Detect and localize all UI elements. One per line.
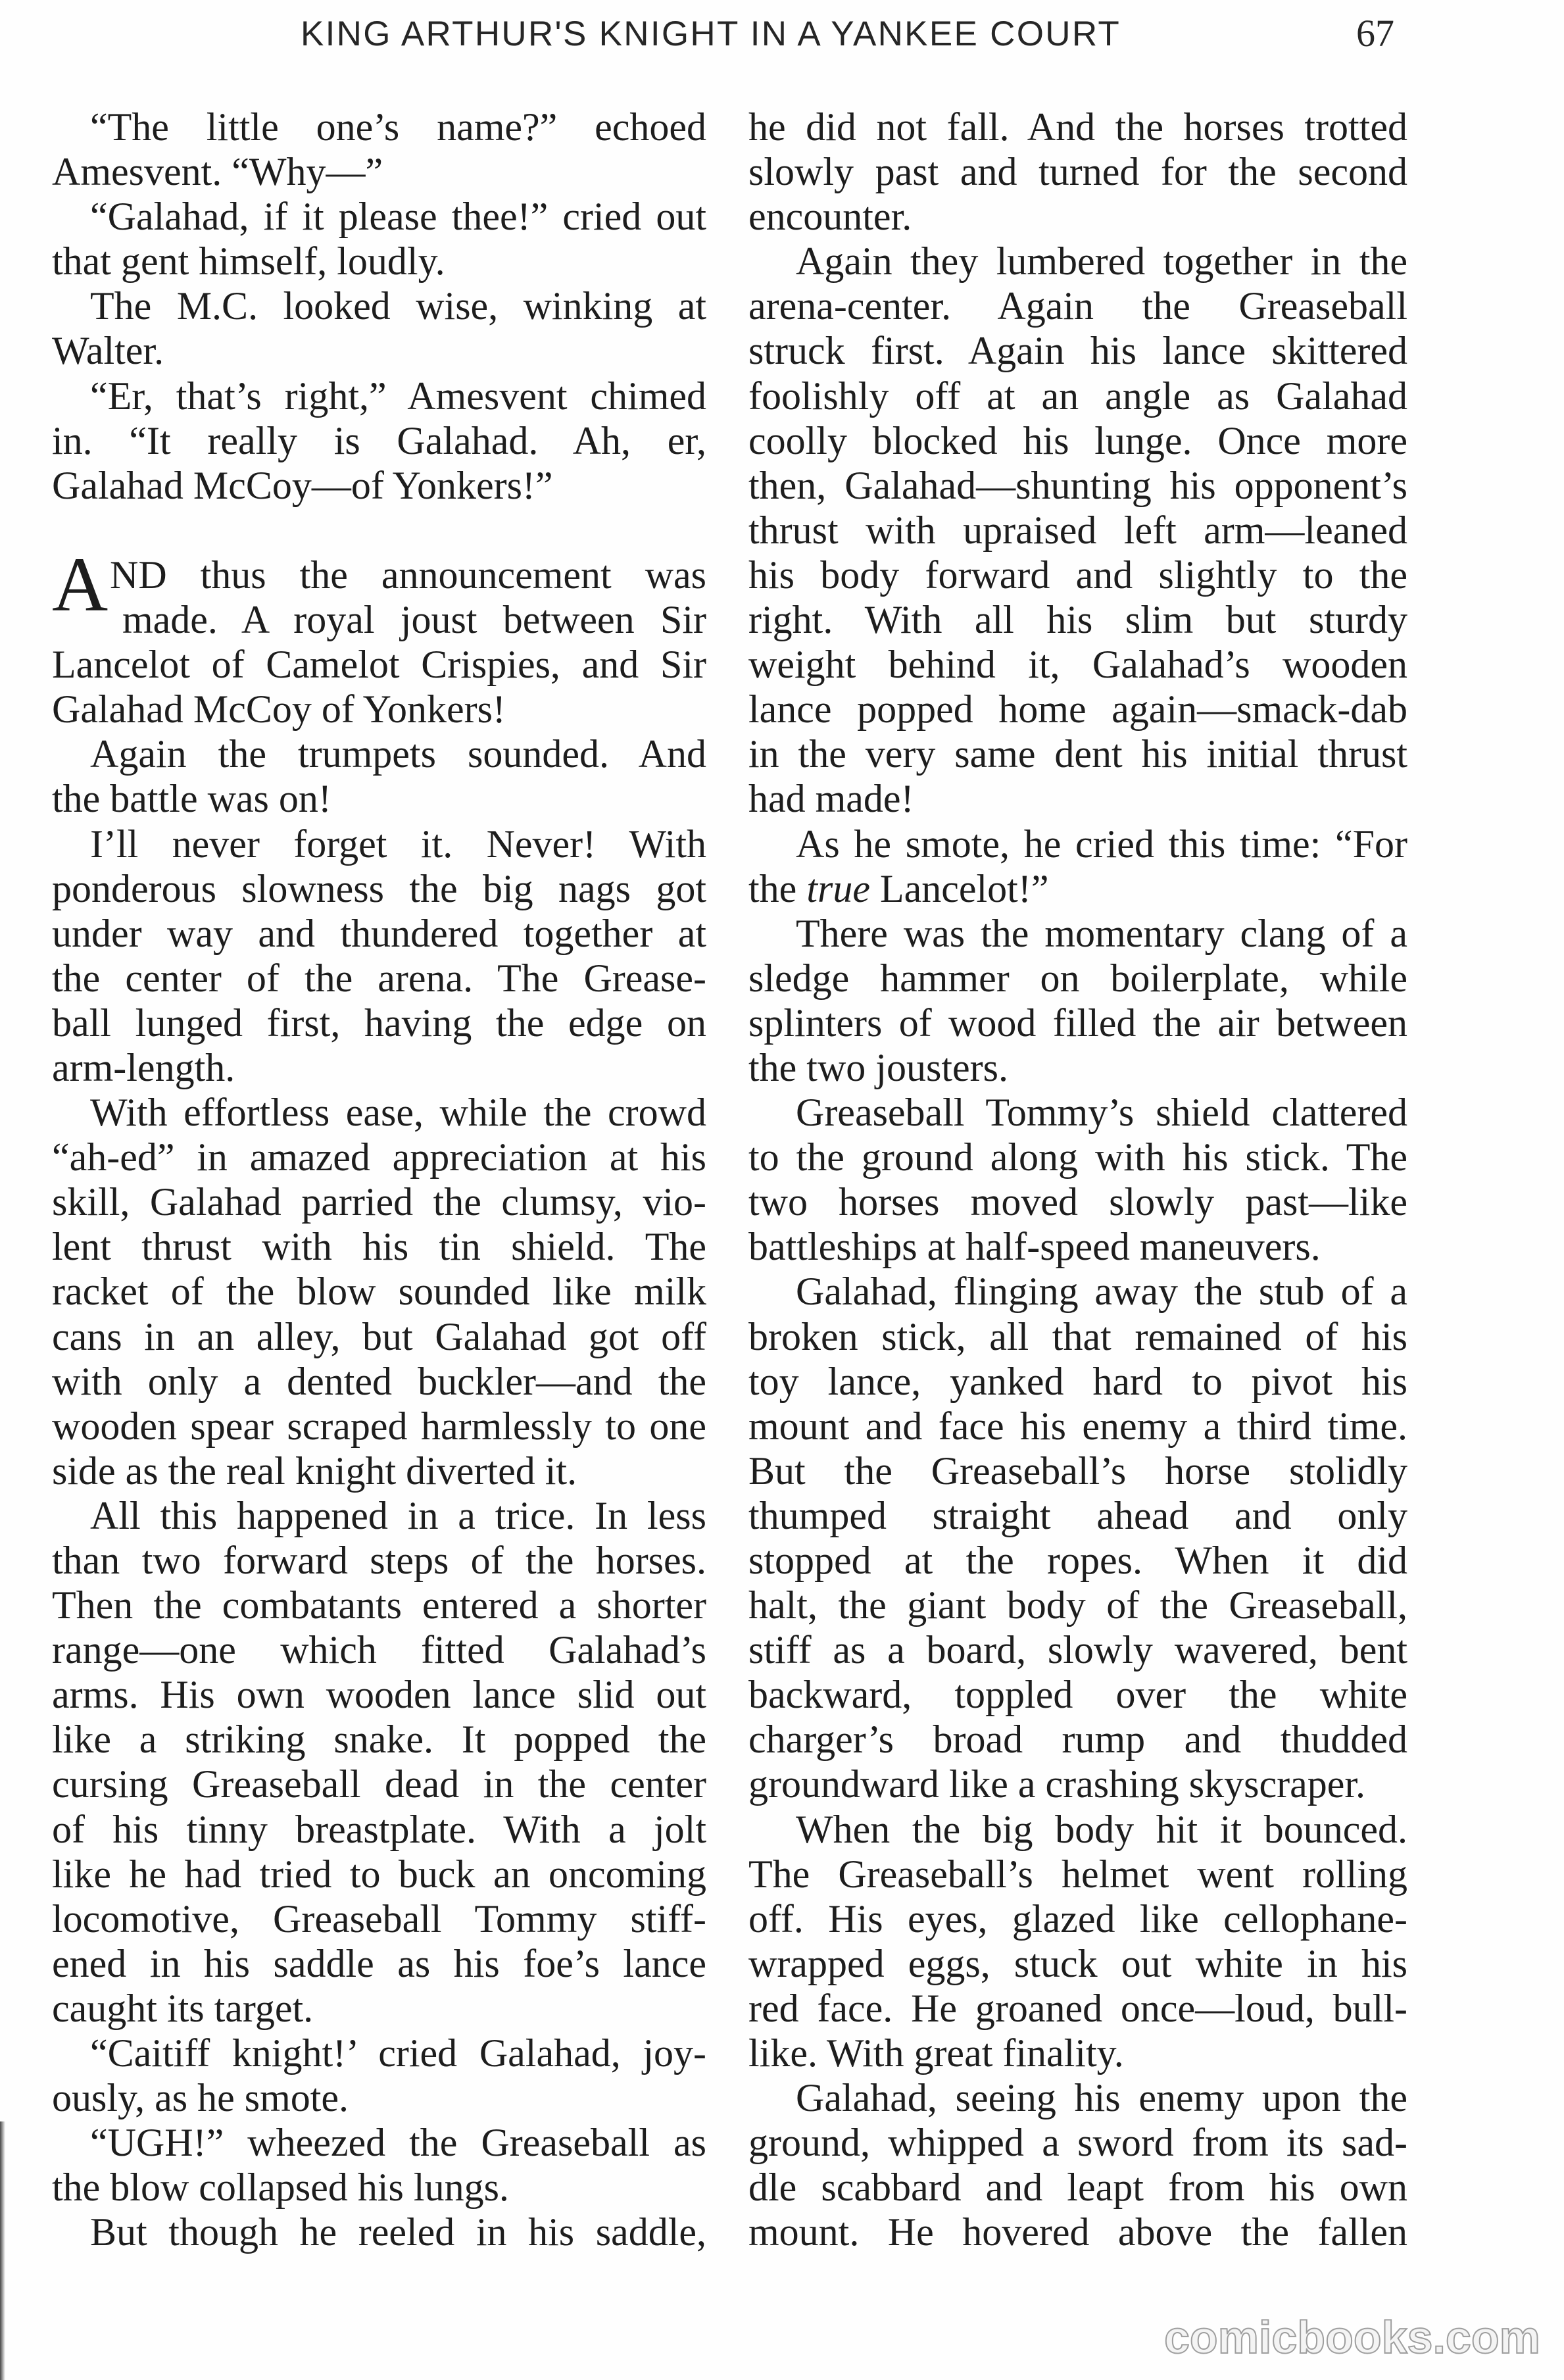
- text-line: When the big body hit it bounced.: [796, 1807, 1407, 1851]
- text-line: locomotive, Greaseball Tommy stiff-: [52, 1897, 706, 1941]
- text-line: ously, as he smote.: [52, 2076, 349, 2120]
- text-line: skill, Galahad parried the clumsy, vio-: [52, 1180, 706, 1224]
- paragraph: [52, 731, 706, 821]
- paragraph: [52, 284, 706, 373]
- paragraph: [52, 1493, 706, 2031]
- text-line: But the Greaseball’s horse stolidly: [748, 1449, 1407, 1493]
- text-line: backward, toppled over the white: [748, 1673, 1407, 1717]
- text-line: to the ground along with his stick. The: [748, 1135, 1407, 1179]
- paragraph: [52, 105, 706, 194]
- text-line: the two jousters.: [748, 1045, 1008, 1089]
- text-line: two horses moved slowly past—like: [748, 1180, 1407, 1224]
- paragraph: [52, 194, 706, 284]
- text-line: of his tinny breastplate. With a jolt: [52, 1807, 706, 1851]
- text-line: then, Galahad—shunting his opponent’s: [748, 463, 1407, 507]
- text-line: Galahad, seeing his enemy upon the: [796, 2076, 1407, 2120]
- text-line: range—one which fitted Galahad’s: [52, 1628, 706, 1672]
- text-line: Then the combatants entered a shorter: [52, 1583, 706, 1627]
- text-line: weight behind it, Galahad’s wooden: [748, 643, 1407, 687]
- text-line: made. A royal joust between Sir: [122, 598, 706, 642]
- running-head: KING ARTHUR'S KNIGHT IN A YANKEE COURT: [301, 14, 1121, 53]
- paragraph: [748, 239, 1407, 821]
- text-line: right. With all his slim but sturdy: [748, 598, 1407, 642]
- text-line: the blow collapsed his lungs.: [52, 2166, 509, 2210]
- text-line: ball lunged first, having the edge on: [52, 1001, 706, 1045]
- text-line: arena-center. Again the Greaseball: [748, 284, 1407, 328]
- text-line: broken stick, all that remained of his: [748, 1314, 1407, 1358]
- text-line: sledge hammer on boilerplate, while: [748, 956, 1407, 1000]
- text-line: with only a dented buckler—and the: [52, 1359, 706, 1403]
- text-line: had made!: [748, 777, 914, 821]
- text-line: cursing Greaseball dead in the center: [52, 1762, 706, 1806]
- text-line: All this happened in a trice. In less: [90, 1493, 706, 1537]
- paragraph: [52, 2120, 706, 2210]
- paragraph: [52, 1090, 706, 1493]
- text-line: “Caitiff knight!’ cried Galahad, joy-: [90, 2031, 706, 2075]
- text-line: caught its target.: [52, 1986, 314, 2030]
- text-line: There was the momentary clang of a: [796, 911, 1407, 955]
- text-column-right: [748, 105, 1407, 2255]
- text-line: that gent himself, loudly.: [52, 239, 445, 284]
- text-line: wooden spear scraped harmlessly to one: [52, 1404, 706, 1448]
- watermark: comicbooks.com: [1164, 2312, 1540, 2363]
- text-line: dle scabbard and leapt from his own: [748, 2166, 1407, 2210]
- text-column-left: [52, 105, 706, 2255]
- text-line: Again they lumbered together in the: [796, 239, 1407, 284]
- text-line: “ah-ed” in amazed appreciation at his: [52, 1135, 706, 1179]
- text-line: lent thrust with his tin shield. The: [52, 1225, 706, 1269]
- text-line: With effortless ease, while the crowd: [90, 1091, 706, 1135]
- text-line: his body forward and slightly to the: [748, 553, 1407, 597]
- text-line: Again the trumpets sounded. And: [90, 732, 706, 776]
- drop-cap-line-text: ND thus the announcement was: [110, 553, 706, 597]
- paragraph: [748, 105, 1407, 239]
- text-line: But though he reeled in his saddle,: [90, 2210, 706, 2254]
- drop-cap: A: [52, 541, 109, 628]
- text-line: halt, the giant body of the Greaseball,: [748, 1583, 1407, 1627]
- text-line: side as the real knight diverted it.: [52, 1449, 577, 1493]
- text-line: charger’s broad rump and thudded: [748, 1718, 1407, 1762]
- text-line: arm-length.: [52, 1045, 235, 1089]
- text-line: like. With great finality.: [748, 2031, 1124, 2075]
- text-line: like a striking snake. It popped the: [52, 1718, 706, 1762]
- text-line: thrust with upraised left arm—leaned: [748, 508, 1407, 552]
- text-line: “Galahad, if it please thee!” cried out: [90, 195, 706, 239]
- text-line: stopped at the ropes. When it did: [748, 1539, 1407, 1582]
- text-line: splinters of wood filled the air between: [748, 1001, 1407, 1045]
- text-line: “Er, that’s right,” Amesvent chimed: [90, 374, 706, 418]
- text-line: The Greaseball’s helmet went rolling: [748, 1852, 1407, 1896]
- text-line: like he had tried to buck an oncoming: [52, 1852, 706, 1896]
- paragraph: [52, 2210, 706, 2254]
- text-line: racket of the blow sounded like milk: [52, 1270, 706, 1314]
- text-line: foolishly off at an angle as Galahad: [748, 374, 1407, 418]
- scan-edge-shadow: [0, 2121, 5, 2380]
- text-line: groundward like a crashing skyscraper.: [748, 1762, 1366, 1806]
- text-line: [748, 866, 1407, 911]
- text-line: coolly blocked his lunge. Once more: [748, 418, 1407, 462]
- text-line: Walter.: [52, 329, 164, 373]
- text-segment: Lancelot!”: [869, 866, 1049, 910]
- text-line: ground, whipped a sword from its sad-: [748, 2121, 1407, 2165]
- paragraph: [748, 911, 1407, 1090]
- paragraph: [52, 822, 706, 1091]
- text-line: Galahad McCoy of Yonkers!: [52, 687, 506, 731]
- text-line: I’ll never forget it. Never! With: [90, 822, 706, 866]
- text-line: cans in an alley, but Galahad got off: [52, 1314, 706, 1358]
- paragraph: [52, 2031, 706, 2120]
- paragraph: [748, 1090, 1407, 1269]
- text-line: battleships at half-speed maneuvers.: [748, 1225, 1321, 1269]
- text-line: in. “It really is Galahad. Ah, er,: [52, 418, 706, 462]
- text-line: encounter.: [748, 195, 912, 239]
- paragraph: [748, 1807, 1407, 2076]
- text-line: Galahad, flinging away the stub of a: [796, 1270, 1407, 1314]
- text-line: arms. His own wooden lance slid out: [52, 1673, 706, 1717]
- paragraph-with-drop-cap: [52, 541, 706, 731]
- text-line: lance popped home again—smack-dab: [748, 687, 1407, 731]
- text-line: The M.C. looked wise, winking at: [90, 284, 706, 328]
- paragraph: [52, 374, 706, 508]
- text-line: Amesvent. “Why—”: [52, 150, 383, 194]
- text-line: slowly past and turned for the second: [748, 150, 1407, 194]
- emphasized-word: true: [806, 866, 870, 910]
- text-line: struck first. Again his lance skittered: [748, 329, 1407, 373]
- text-line: wrapped eggs, stuck out white in his: [748, 1941, 1407, 1985]
- page-number: 67: [1356, 12, 1394, 55]
- text-line: stiff as a board, slowly wavered, bent: [748, 1628, 1407, 1672]
- text-line: As he smote, he cried this time: “For: [796, 822, 1407, 866]
- text-line: the battle was on!: [52, 777, 331, 821]
- text-line: mount. He hovered above the fallen: [748, 2210, 1407, 2254]
- text-line: red face. He groaned once—loud, bull-: [748, 1986, 1407, 2030]
- paragraph: [748, 2075, 1407, 2254]
- text-line: Galahad McCoy—of Yonkers!”: [52, 463, 553, 507]
- text-line: the center of the arena. The Grease-: [52, 956, 706, 1000]
- text-line: toy lance, yanked hard to pivot his: [748, 1359, 1407, 1403]
- text-line: ponderous slowness the big nags got: [52, 866, 706, 910]
- text-line: “UGH!” wheezed the Greaseball as: [90, 2121, 706, 2165]
- text-line: mount and face his enemy a third time.: [748, 1404, 1407, 1448]
- text-line: Greaseball Tommy’s shield clattered: [796, 1091, 1407, 1135]
- text-line: off. His eyes, glazed like cellophane-: [748, 1897, 1407, 1941]
- text-line: “The little one’s name?” echoed: [90, 105, 706, 149]
- text-line: in the very same dent his initial thrust: [748, 732, 1407, 776]
- paragraph: [748, 1269, 1407, 1806]
- text-line: Lancelot of Camelot Crispies, and Sir: [52, 643, 706, 687]
- paragraph: [748, 822, 1407, 911]
- text-segment: the: [748, 866, 807, 910]
- text-line: under way and thundered together at: [52, 911, 706, 955]
- text-line: than two forward steps of the horses.: [52, 1539, 706, 1582]
- text-line: thumped straight ahead and only: [748, 1493, 1407, 1537]
- text-line: he did not fall. And the horses trotted: [748, 105, 1407, 149]
- text-line: ened in his saddle as his foe’s lance: [52, 1941, 706, 1985]
